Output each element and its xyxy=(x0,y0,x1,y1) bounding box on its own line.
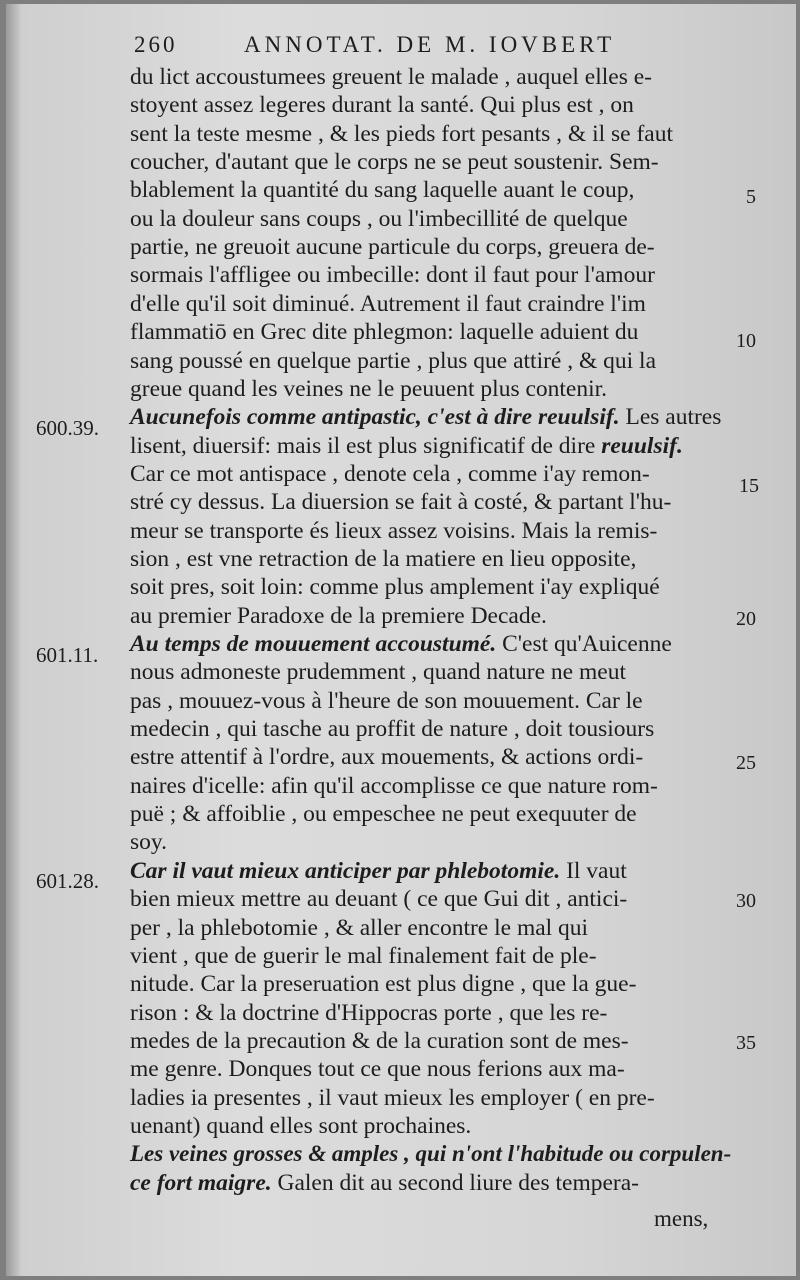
line-text: nitude. Car la preseruation est plus digne , que la gue- xyxy=(130,971,637,998)
line-text: sang poussé en quelque partie , plus que attiré , & qui la xyxy=(130,347,657,374)
lemma-italic: Car il vaut mieux anticiper par phlebotomie. xyxy=(130,857,561,884)
line-text: medecin , qui tasche au proffit de nature , doit tousiours xyxy=(130,716,655,743)
line-text: nous admoneste prudemment , quand nature ne meut xyxy=(130,659,626,686)
lemma-italic: Aucunefois comme antipastic, c'est à dire reuulsif. xyxy=(130,404,620,431)
line-text: flammatiō en Grec dite phlegmon: laquelle aduient du xyxy=(130,319,639,346)
line-text: me genre. Donques tout ce que nous ferions aux ma- xyxy=(130,1056,625,1083)
catchword: mens, xyxy=(654,1206,709,1231)
line-text: puë ; & affoiblie , ou empeschee ne peut exequuter de xyxy=(130,801,637,828)
text-line xyxy=(130,797,637,831)
line-text: medes de la precaution & de la curation sont de mes- xyxy=(130,1027,629,1054)
line-text: vient , que de guerir le mal finalement fait de ple- xyxy=(130,942,597,969)
text-line xyxy=(130,1166,639,1200)
line-text: blablement la quantité du sang laquelle auant le coup, xyxy=(130,177,635,204)
line-text: Il vaut xyxy=(560,857,627,884)
line-number: 25 xyxy=(736,752,756,774)
line-number: 10 xyxy=(736,330,756,352)
line-text: naires d'icelle: afin qu'il accomplisse ce que nature rom- xyxy=(130,772,658,799)
line-text: d'elle qu'il soit diminué. Autrement il faut craindre l'im xyxy=(130,290,646,317)
line-text: pas , mouuez-vous à l'heure de son mouuement. Car le xyxy=(130,687,643,714)
line-number: 35 xyxy=(736,1032,756,1054)
line-text: du lict accoustumees greuent le malade , auquel elles e- xyxy=(130,64,653,90)
lemma-italic: Au temps de mouuement accoustumé. xyxy=(130,631,497,657)
line-number: 20 xyxy=(736,608,756,630)
line-text: soit pres, soit loin: comme plus amplement i'ay expliqué xyxy=(130,574,660,601)
line-text: au premier Paradoxe de la premiere Decade. xyxy=(130,602,547,629)
margin-ref: 600.39. xyxy=(36,416,99,440)
line-text: estre attentif à l'ordre, aux mouements, & actions ordi- xyxy=(130,744,644,771)
line-text: sormais l'affligee ou imbecille: dont il faut pour l'amour xyxy=(130,262,655,289)
line-number: 15 xyxy=(739,475,759,497)
line-text: bien mieux mettre au deuant ( ce que Gui dit , antici- xyxy=(130,886,628,913)
line-number: 5 xyxy=(746,186,756,208)
line-text: ou la douleur sans coups , ou l'imbecillité de quelque xyxy=(130,205,628,232)
line-text: lisent, diuersif: mais il est plus significatif de dire xyxy=(130,432,602,459)
line-text: coucher, d'autant que le corps ne se peut soustenir. Sem- xyxy=(130,149,659,176)
line-text: rison : & la doctrine d'Hippocras porte , que les re- xyxy=(130,999,608,1026)
line-text: Car ce mot antispace , denote cela , comme i'ay remon- xyxy=(130,460,650,487)
inline-italic: reuulsif. xyxy=(601,432,683,459)
book-page xyxy=(6,4,796,1276)
line-text: partie, ne greuoit aucune particule du corps, greuera de- xyxy=(130,234,655,261)
lemma-italic: Les veines grosses & amples , qui n'ont l'habitude ou corpulen- xyxy=(130,1141,732,1167)
line-text: sent la teste mesme , & les pieds fort pesants , & il se faut xyxy=(130,120,673,147)
line-text: Les autres xyxy=(619,404,722,431)
lemma-italic: ce fort maigre. xyxy=(130,1169,272,1196)
line-text: per , la phlebotomie , & aller encontre le mal qui xyxy=(130,914,589,941)
line-text: meur se transporte és lieux assez voisins. Mais la remis- xyxy=(130,517,658,544)
line-text: stoyent assez legeres durant la santé. Qui plus est , on xyxy=(130,92,634,119)
line-text: Galen dit au second liure des tempera- xyxy=(271,1169,639,1196)
margin-ref: 601.28. xyxy=(36,869,99,893)
page-number: 260 xyxy=(134,32,178,57)
line-text: uenant) quand elles sont prochaines. xyxy=(130,1112,472,1139)
line-text: stré cy dessus. La diuersion se fait à costé, & partant l'hu- xyxy=(130,489,672,516)
line-text: ladies ia presentes , il vaut mieux les employer ( en pre- xyxy=(130,1084,655,1111)
line-text: C'est qu'Auicenne xyxy=(496,631,672,657)
margin-ref: 601.11. xyxy=(36,643,99,667)
line-text: sion , est vne retraction de la matiere en lieu opposite, xyxy=(130,545,637,572)
line-text: soy. xyxy=(130,829,167,856)
running-title: ANNOTAT. DE M. IOVBERT xyxy=(244,32,616,57)
line-text: greue quand les veines ne le peuuent plus contenir. xyxy=(130,375,608,402)
line-number: 30 xyxy=(736,890,756,912)
